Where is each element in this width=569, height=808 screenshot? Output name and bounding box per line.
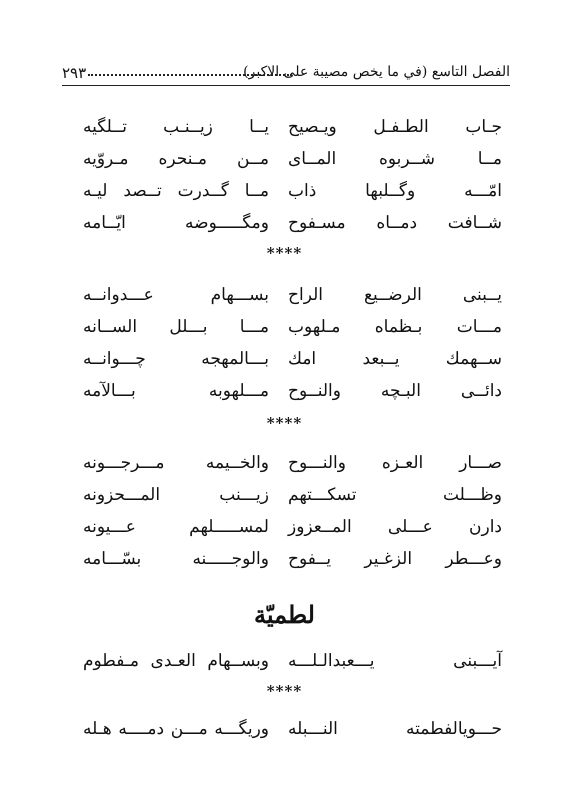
page-header: [62, 56, 510, 86]
verse-left-hemistich: بســـهام عـــدوانــه: [83, 285, 269, 305]
verse-left-hemistich: والوجـــــنه بسّـــامه: [83, 549, 269, 569]
verse-right-hemistich: وظـــلت تسكـــتهم: [288, 485, 502, 505]
verse-right-hemistich: حـــويالفطمته النـــبله: [288, 719, 502, 739]
stanza-separator: ****: [266, 414, 303, 432]
verse-left-hemistich: زيـــنب المـــحزونه: [83, 485, 269, 505]
verse-right-hemistich: جـاب الطـفـل ويـصيح: [288, 117, 502, 137]
verse-left-hemistich: وبســهام العـدى مـفطوم: [83, 651, 269, 671]
stanza-separator: ****: [266, 682, 303, 700]
page-number: ٢٩٣: [62, 64, 87, 82]
stanza-separator: ****: [266, 244, 303, 262]
verse-left-hemistich: مــن مـنحره مـروّيه: [83, 149, 269, 169]
verse-left-hemistich: مـــلهوبه بـــالآمه: [83, 381, 269, 401]
verse-right-hemistich: يــبنى الرضــيع الراح: [288, 285, 502, 305]
verse-right-hemistich: مــا شــربوه المــاى: [288, 149, 502, 169]
verse-left-hemistich: لمســـــلهم عـــيونه: [83, 517, 269, 537]
verse-left-hemistich: مــا گــدرت تــصد ليـه: [83, 181, 269, 201]
verse-right-hemistich: شــافت دمــاه مسـفوح: [288, 213, 502, 233]
verse-right-hemistich: دارن عـــلى المــعزوز: [288, 517, 502, 537]
verse-right-hemistich: ســهمك يــبعد امك: [288, 349, 502, 369]
verse-left-hemistich: ومگـــــوضه ايّــامه: [83, 213, 269, 233]
chapter-title: الفصل التاسع (في ما يخص مصيبة على الاكبر): [243, 64, 510, 80]
verse-left-hemistich: والخــيمه مـــرجـــونه: [83, 453, 269, 473]
leader-dots: [88, 74, 292, 76]
verse-right-hemistich: دائــى البـچه والنــوح: [288, 381, 502, 401]
verse-left-hemistich: يــا زيــنـب تــلگيه: [83, 117, 269, 137]
verse-right-hemistich: آيـــبنى يـــعبدالـلـــه: [288, 651, 502, 671]
verse-right-hemistich: مـــات بـظماه مـلهوب: [288, 317, 502, 337]
section-heading: لطميّة: [254, 600, 315, 629]
verse-left-hemistich: مـــا بـــلل الســانه: [83, 317, 269, 337]
verse-left-hemistich: وريگـــه مـــن دمــــه هـله: [83, 719, 269, 739]
verse-left-hemistich: بـــالمهجه چـــوانــه: [83, 349, 269, 369]
verse-right-hemistich: صـــار العـزه والنـــوح: [288, 453, 502, 473]
verse-right-hemistich: وعـــطر الزغـير يــفوح: [288, 549, 502, 569]
header-rule: [62, 85, 510, 86]
verse-right-hemistich: امّـــه وگــلبها ذاب: [288, 181, 502, 201]
